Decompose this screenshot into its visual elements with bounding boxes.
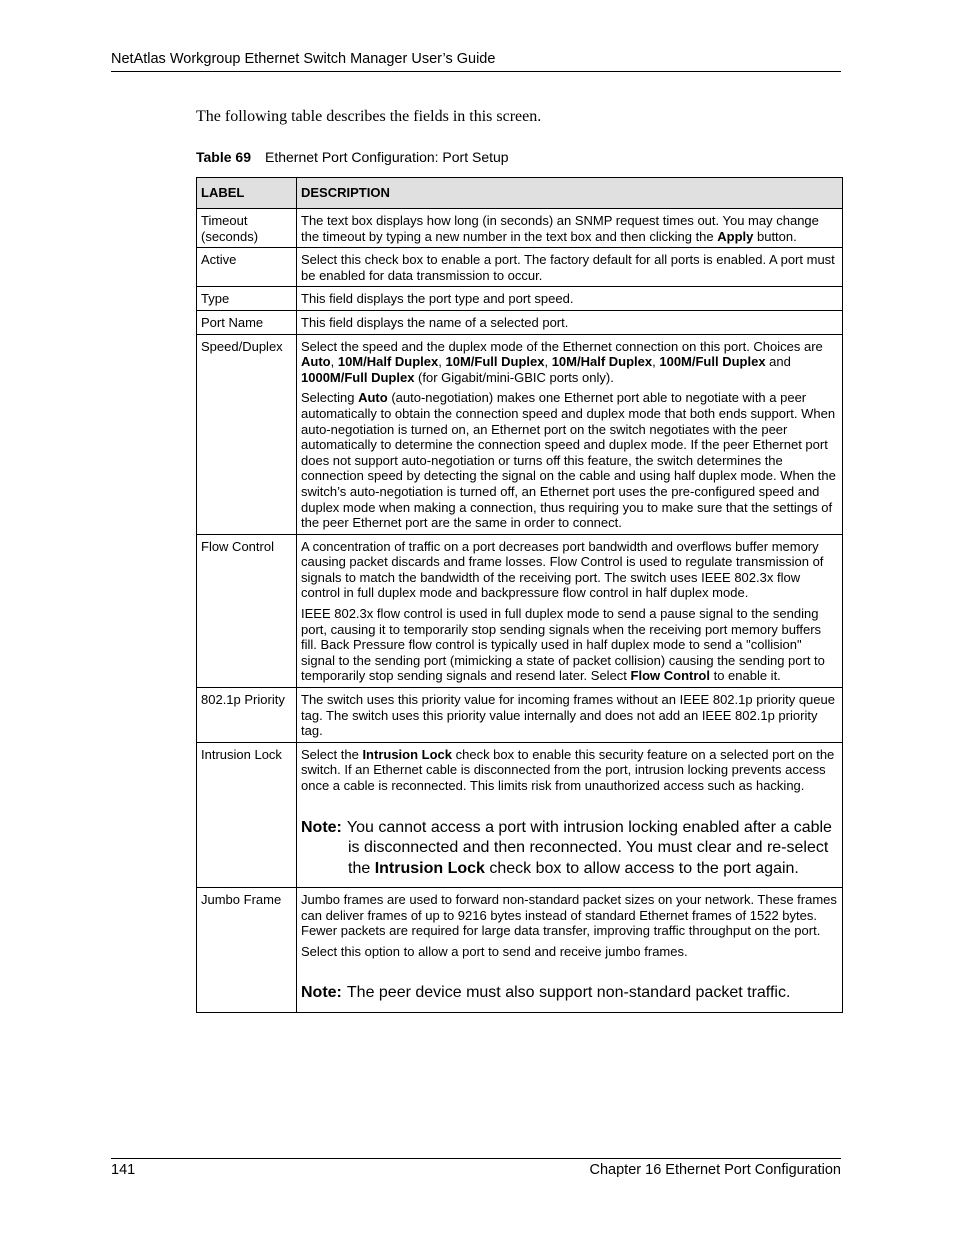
row-label: Jumbo Frame: [197, 888, 297, 1013]
running-header: NetAtlas Workgroup Ethernet Switch Manager User’s Guide: [111, 51, 496, 67]
table-title: Ethernet Port Configuration: Port Setup: [265, 149, 509, 165]
bold-term: Flow Control: [630, 668, 710, 684]
table-header-row: [197, 178, 843, 209]
text-run: and: [765, 354, 791, 370]
text-run: (for Gigabit/mini-GBIC ports only).: [414, 369, 614, 385]
description-paragraph: [301, 747, 837, 794]
text-run: ,: [330, 354, 338, 370]
note-label: Note:: [301, 818, 342, 836]
header-divider: [111, 71, 841, 72]
table-row: [197, 248, 843, 287]
bold-term: 10M/Half Duplex: [337, 354, 439, 370]
text-run: The peer device must also support non-standard packet traffic.: [346, 984, 791, 1002]
page-number: 141: [111, 1162, 136, 1178]
row-description: [297, 888, 843, 1013]
row-description: [297, 287, 843, 311]
row-description: [297, 334, 843, 534]
bold-term: Intrusion Lock: [374, 859, 485, 877]
text-run: to enable it.: [709, 668, 781, 684]
table-row: [197, 742, 843, 887]
row-description: [297, 209, 843, 248]
table-row: [197, 688, 843, 743]
field-description-table: [196, 177, 843, 1013]
bold-term: Apply: [717, 228, 754, 244]
text-run: check box to enable this security feature on a selected port on the switch. If an Ethernet cable is disconnected from the port, intrusion locking prevents access once a cable is reconnected. This limits risk from unauthorized access such as hacking.: [301, 746, 835, 793]
text-run: (auto-negotiation) makes one Ethernet port able to negotiate with a peer automatically to obtain the connection speed and duplex mode that both ends support. When auto-negotiation is turned on, an Ethernet port on the switch negotiates with the peer automatically to determine the connection speed and duplex mode. If the peer Ethernet port does not support auto-negotiation or turns off this feature, the switch determines the connection speed by detecting the signal on the cable and using half duplex mode. When the switch’s auto-negotiation is turned off, an Ethernet port uses the pre-configured speed and duplex mode when making a connection, thus requiring you to make sure that the settings of the peer Ethernet port are the same in order to connect.: [301, 390, 836, 531]
table-number: Table 69: [196, 149, 251, 165]
text-run: IEEE 802.3x flow control is used in full duplex mode to send a pause signal to the sending port, causing it to temporarily stop sending signals when the receiving port memory buffers fill. Back Pressure flow control is typically used in half duplex mode to send a "collision" signal to the sending port (mimicking a state of packet collision) causing the sending port to temporarily stop sending signals and resend later. Select: [301, 606, 825, 684]
description-paragraph: [301, 892, 837, 939]
bold-term: 10M/Half Duplex: [551, 354, 653, 370]
text-run: Select this option to allow a port to send and receive jumbo frames.: [301, 943, 688, 959]
intro-paragraph: The following table describes the fields in this screen.: [196, 108, 542, 125]
description-paragraph: [301, 339, 837, 386]
table-body: [197, 209, 843, 1013]
text-run: Selecting: [301, 390, 359, 406]
description-paragraph: [301, 539, 837, 601]
table-caption: [196, 149, 509, 165]
table-row: [197, 287, 843, 311]
row-description: [297, 688, 843, 743]
text-run: This field displays the name of a selected port.: [301, 314, 569, 330]
text-run: ,: [652, 354, 660, 370]
bold-term: 10M/Full Duplex: [445, 354, 545, 370]
text-run: You cannot access a port with intrusion locking enabled after a cable is disconnected and then reconnected. You must clear and re-select the: [346, 818, 832, 877]
note-label: Note:: [301, 984, 342, 1002]
table-row: [197, 310, 843, 334]
row-label: Type: [197, 287, 297, 311]
column-header-description: DESCRIPTION: [297, 178, 843, 209]
description-paragraph: [301, 944, 837, 960]
text-run: ,: [544, 354, 552, 370]
bold-term: 100M/Full Duplex: [659, 354, 766, 370]
footer-divider: [111, 1158, 841, 1159]
text-run: Select the: [301, 746, 363, 762]
bold-term: Auto: [301, 354, 331, 370]
text-run: The text box displays how long (in seconds) an SNMP request times out. You may change the timeout by typing a new number in the text box and then clicking the: [301, 213, 819, 244]
description-paragraph: [301, 606, 837, 684]
description-paragraph: [301, 315, 837, 331]
bold-term: 1000M/Full Duplex: [301, 369, 415, 385]
row-description: [297, 534, 843, 687]
text-run: This field displays the port type and port speed.: [301, 291, 574, 307]
text-run: button.: [753, 228, 797, 244]
table-row: [197, 534, 843, 687]
bold-term: Auto: [358, 390, 388, 406]
row-label: Intrusion Lock: [197, 742, 297, 887]
row-label: Flow Control: [197, 534, 297, 687]
description-paragraph: [301, 390, 837, 530]
text-run: The switch uses this priority value for incoming frames without an IEEE 802.1p priority queue tag. The switch uses this priority value internally and does not add an IEEE 802.1p priority tag.: [301, 692, 835, 739]
text-run: check box to allow access to the port again.: [484, 859, 799, 877]
row-label: Timeout (seconds): [197, 209, 297, 248]
text-run: Select the speed and the duplex mode of the Ethernet connection on this port. Choices are: [301, 338, 823, 354]
row-description: [297, 248, 843, 287]
table-row: [197, 334, 843, 534]
text-run: Jumbo frames are used to forward non-standard packet sizes on your network. These frames can deliver frames of up to 9216 bytes instead of standard Ethernet frames of 1522 bytes. Fewer packets are required for large data transfer, improving traffic throughput on the port.: [301, 892, 837, 939]
row-label: Port Name: [197, 310, 297, 334]
bold-term: Intrusion Lock: [362, 746, 452, 762]
text-run: ,: [438, 354, 446, 370]
row-description: [297, 310, 843, 334]
description-paragraph: [301, 213, 837, 244]
chapter-title: Chapter 16 Ethernet Port Configuration: [589, 1162, 841, 1178]
text-run: A concentration of traffic on a port decreases port bandwidth and overflows buffer memory causing packet discards and frame losses. Flow Control is used to regulate transmission of signals to match the bandwidth of the receiving port. The switch uses IEEE 802.3x flow control in full duplex mode and backpressure flow control in half duplex mode.: [301, 538, 824, 601]
row-label: Speed/Duplex: [197, 334, 297, 534]
description-paragraph: [301, 692, 837, 739]
description-paragraph: [301, 252, 837, 283]
table-row: [197, 888, 843, 1013]
text-run: Select this check box to enable a port. The factory default for all ports is enabled. A port must be enabled for data transmission to occur.: [301, 252, 835, 283]
row-label: 802.1p Priority: [197, 688, 297, 743]
row-description: [297, 742, 843, 887]
table-row: [197, 209, 843, 248]
note-paragraph: [301, 983, 837, 1004]
description-paragraph: [301, 291, 837, 307]
column-header-label: LABEL: [197, 178, 297, 209]
row-label: Active: [197, 248, 297, 287]
note-paragraph: [301, 818, 837, 880]
